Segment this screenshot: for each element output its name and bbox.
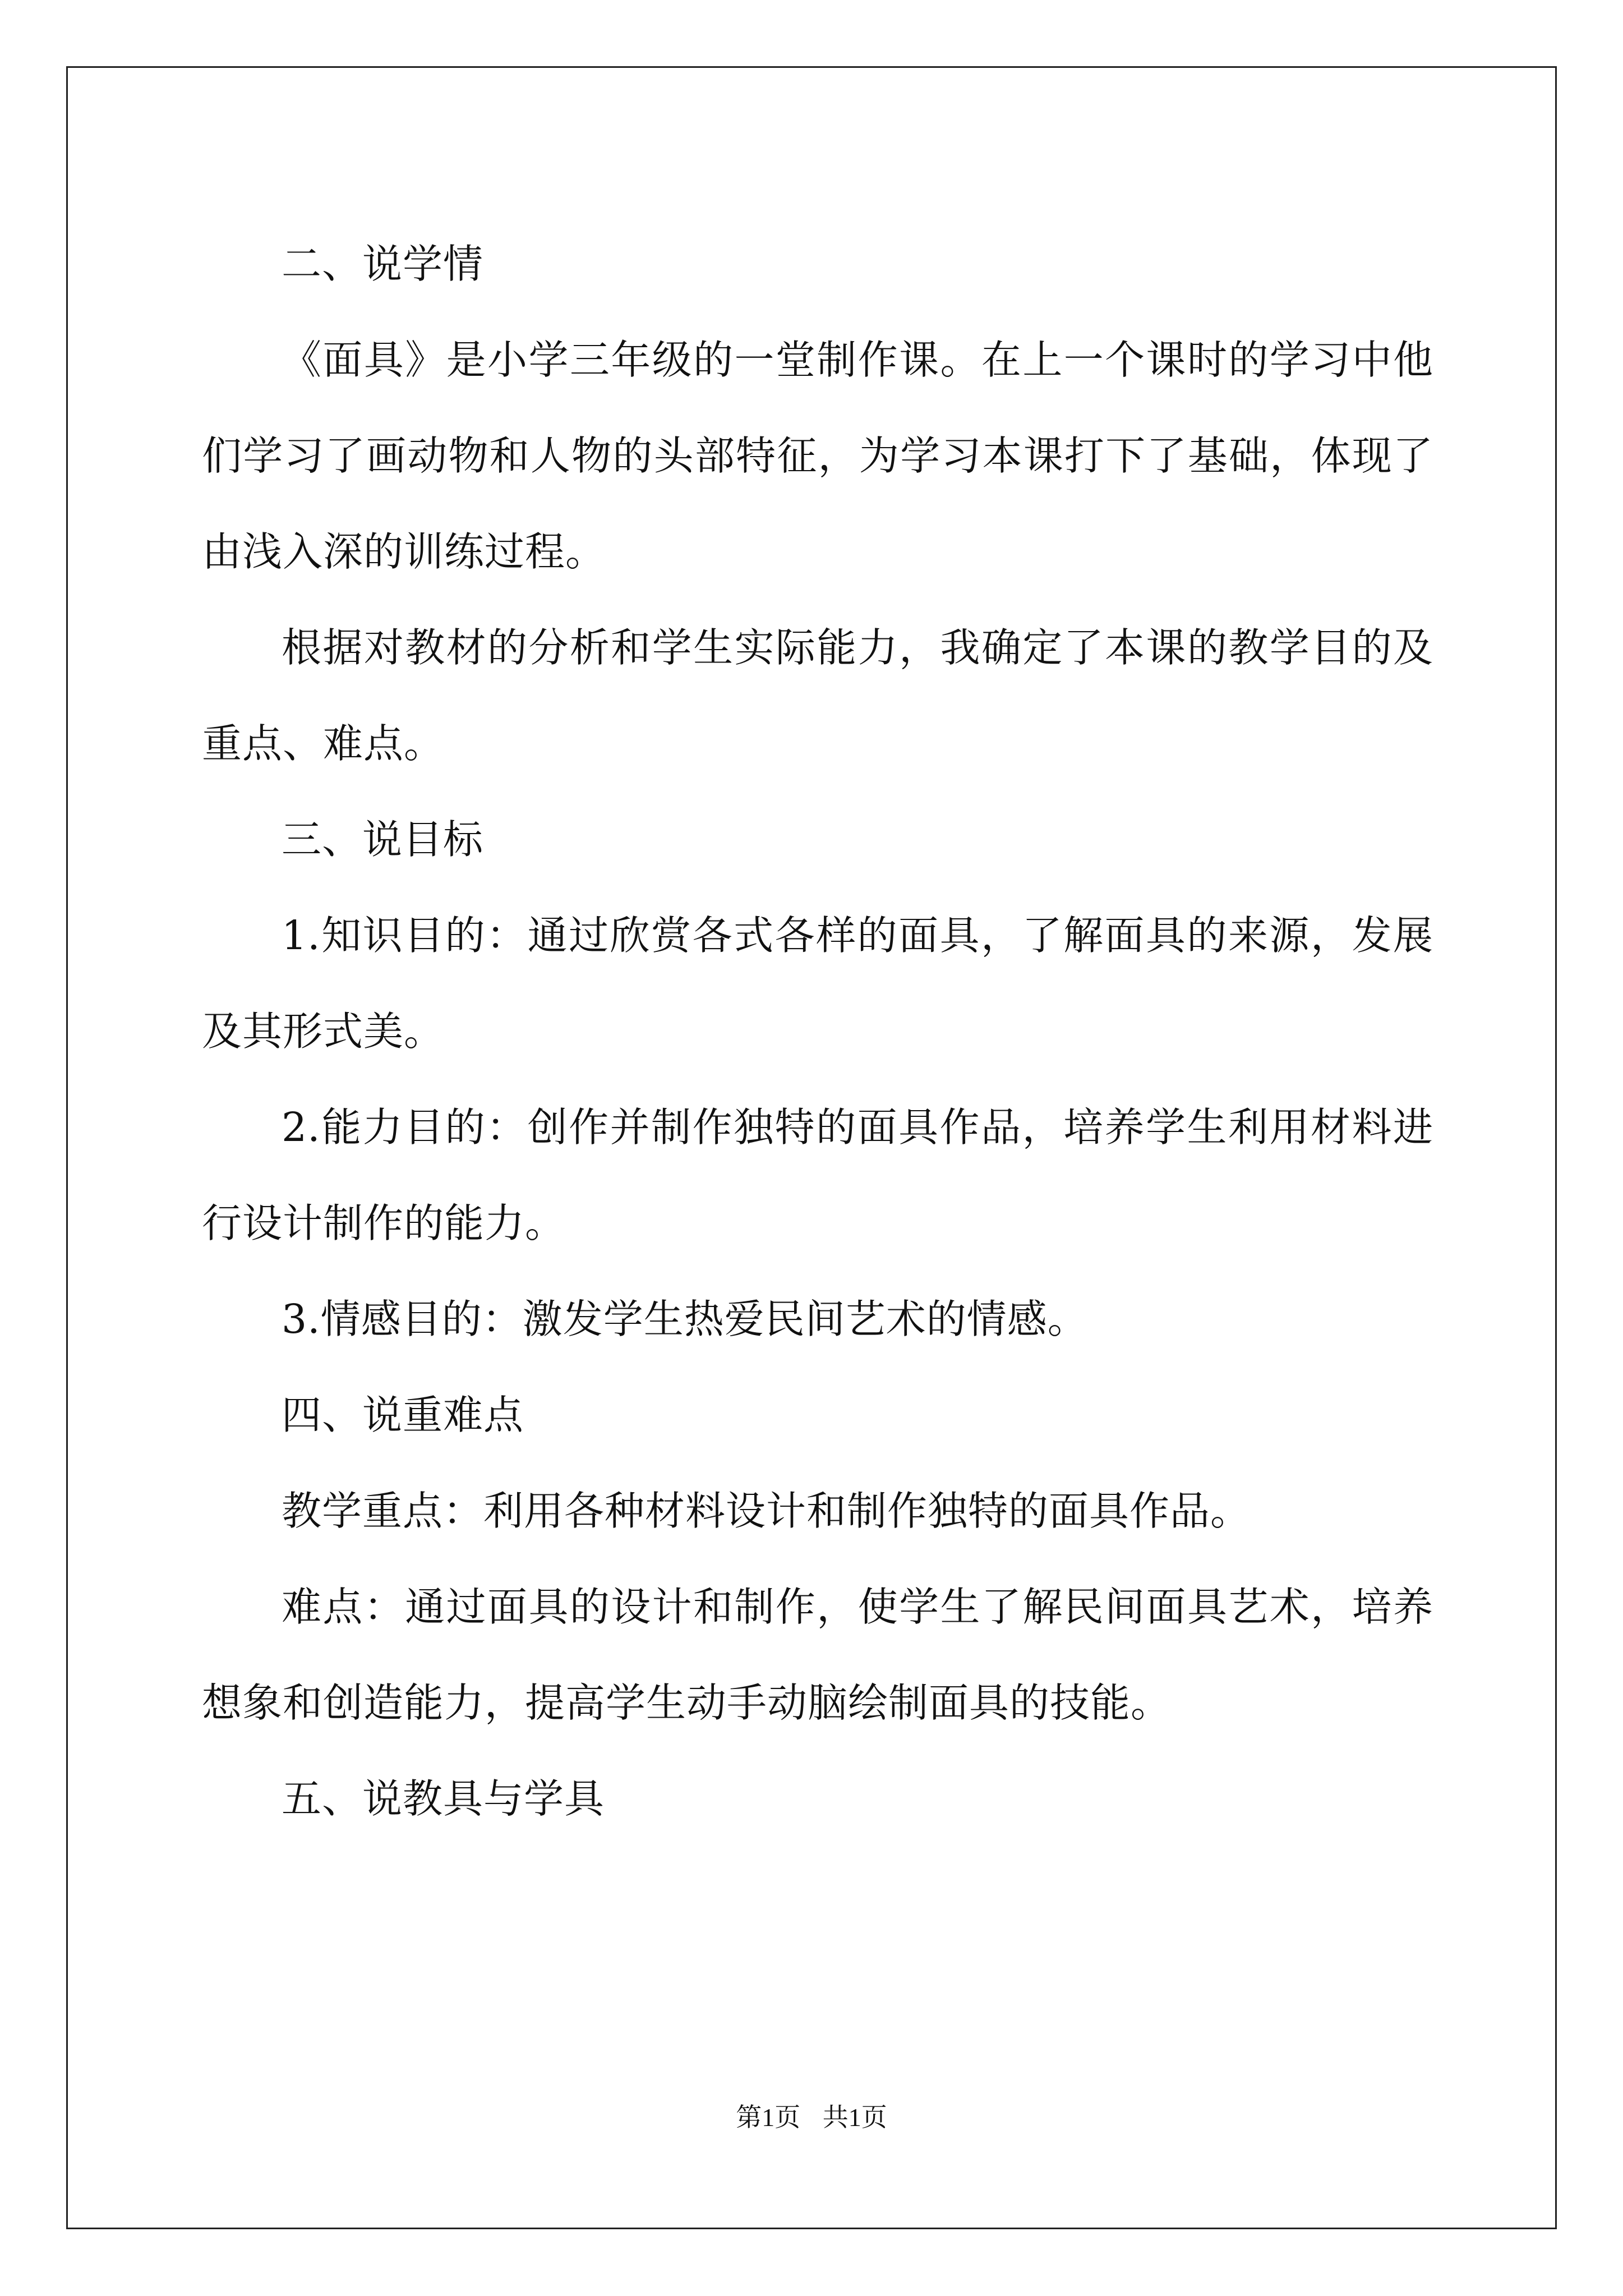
footer-total-pages: 共1页 bbox=[822, 2103, 887, 2132]
section-heading-learning-situation: 二、说学情 bbox=[282, 241, 484, 287]
document-body bbox=[202, 216, 1433, 1847]
section-heading-objectives: 三、说目标 bbox=[282, 816, 484, 863]
objective-ability: 2.能力目的：创作并制作独特的面具作品，培养学生利用材料进行设计制作的能力。 bbox=[202, 1104, 1433, 1246]
paragraph-lesson-intro: 《面具》是小学三年级的一堂制作课。在上一个课时的学习中他们学习了画动物和人物的头部特征，为学习本课打下了基础，体现了由浅入深的训练过程。 bbox=[202, 337, 1433, 575]
paragraph-teaching-goals-basis: 根据对教材的分析和学生实际能力，我确定了本课的教学目的及重点、难点。 bbox=[202, 624, 1433, 767]
footer-current-page: 第1页 bbox=[736, 2103, 801, 2132]
section-heading-teaching-aids: 五、说教具与学具 bbox=[282, 1775, 605, 1822]
objective-knowledge: 1.知识目的：通过欣赏各式各样的面具，了解面具的来源，发展及其形式美。 bbox=[202, 912, 1433, 1055]
section-heading-key-difficulties: 四、说重难点 bbox=[282, 1392, 524, 1438]
paragraph-difficulty: 难点：通过面具的设计和制作，使学生了解民间面具艺术，培养想象和创造能力，提高学生动手动脑绘制面具的技能。 bbox=[202, 1584, 1433, 1726]
page-footer bbox=[0, 2101, 1623, 2134]
objective-emotion: 3.情感目的：激发学生热爱民间艺术的情感。 bbox=[282, 1296, 1088, 1342]
paragraph-teaching-focus: 教学重点：利用各种材料设计和制作独特的面具作品。 bbox=[282, 1488, 1251, 1534]
